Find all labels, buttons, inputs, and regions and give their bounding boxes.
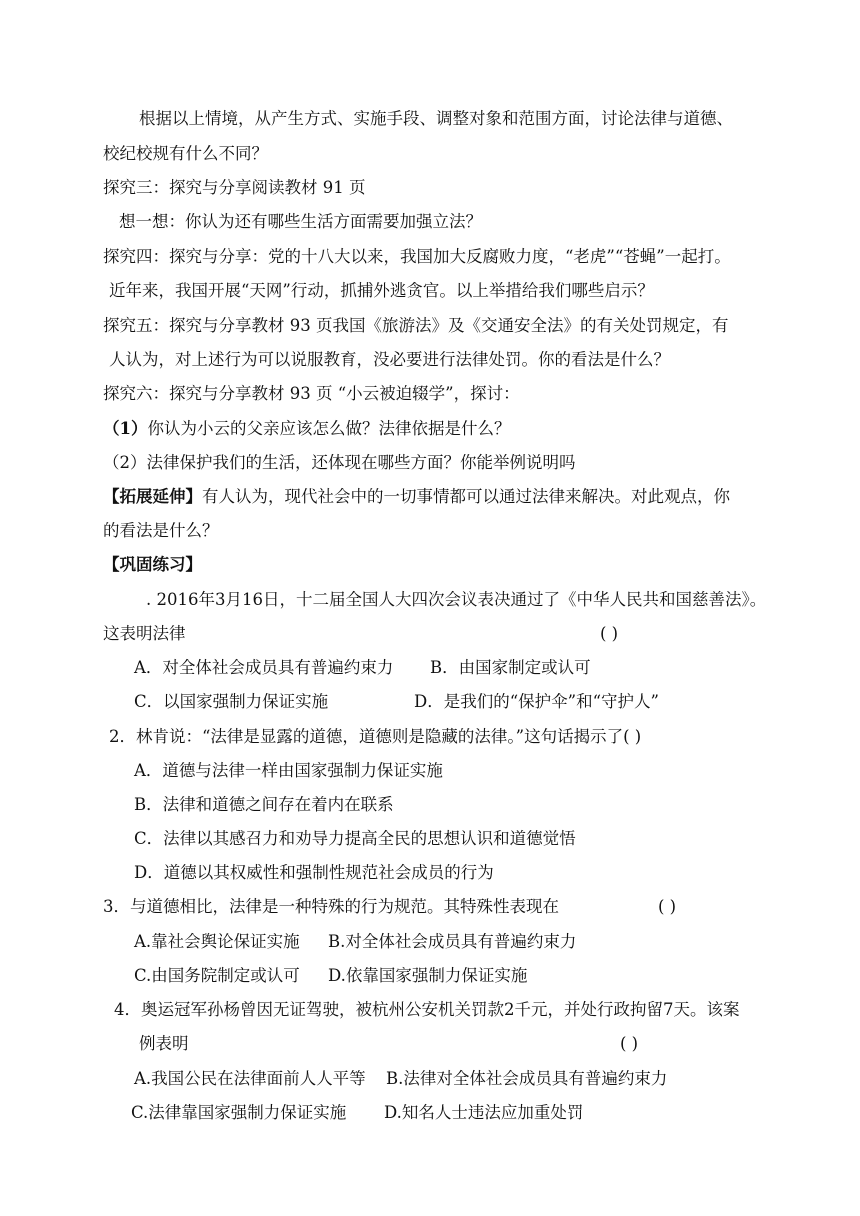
option-d: D．道德以其权威性和强制性规范社会成员的行为: [134, 863, 494, 882]
mc-question-stem: 例表明: [139, 1034, 189, 1053]
extension-text: 有人认为，现代社会中的一切事情都可以通过法律来解决。对此观点，你: [202, 487, 730, 506]
option-c: C．以国家强制力保证实施: [134, 692, 329, 711]
think-prompt: 想一想：你认为还有哪些生活方面需要加强立法？: [119, 212, 482, 231]
paragraph-line: 校纪校规有什么不同？: [103, 144, 268, 163]
option-a: A.靠社会舆论保证实施: [134, 932, 300, 951]
mc-question-stem: 4．奥运冠军孙杨曾因无证驾驶，被杭州公安机关罚款2千元，并处行政拘留7天。该案: [114, 1000, 740, 1019]
explore-four-line: 近年来，我国开展“天网”行动，抓捕外逃贪官。以上举措给我们哪些启示？: [109, 281, 654, 300]
explore-six: 探究六：探究与分享教材 93 页 “小云被迫辍学”，探讨：: [103, 384, 520, 403]
option-a: A.我国公民在法律面前人人平等: [134, 1069, 366, 1088]
option-b: B．由国家制定或认可: [430, 658, 591, 677]
option-c: C.法律靠国家强制力保证实施: [131, 1103, 347, 1122]
option-d: D．是我们的“保护伞”和“守护人”: [414, 692, 659, 711]
mc-question-stem: 3．与道德相比，法律是一种特殊的行为规范。其特殊性表现在: [103, 897, 559, 916]
mc-question-stem: 这表明法律: [103, 624, 186, 643]
answer-blank: ( ): [620, 1034, 639, 1053]
question-two: （2）法律保护我们的生活，还体现在哪些方面？你能举例说明吗: [103, 453, 576, 472]
practice-heading: 【巩固练习】: [103, 555, 202, 574]
option-c: C．法律以其感召力和劝导力提高全民的思想认识和道德觉悟: [134, 829, 576, 848]
question-number: （1）: [103, 419, 148, 438]
option-c: C.由国务院制定或认可: [134, 966, 300, 985]
question-text: 你认为小云的父亲应该怎么做？法律依据是什么？: [147, 419, 511, 438]
option-b: B.对全体社会成员具有普遍约束力: [328, 932, 577, 951]
explore-three: 探究三：探究与分享阅读教材 91 页: [103, 178, 366, 197]
extension-line: 的看法是什么？: [103, 521, 219, 540]
paragraph-line: 根据以上情境，从产生方式、实施手段、调整对象和范围方面，讨论法律与道德、: [139, 109, 733, 128]
mc-question-stem: . 2016年3月16日，十二届全国人大四次会议表决通过了《中华人民共和国慈善法》。: [146, 590, 767, 609]
answer-blank: ( ): [600, 624, 619, 643]
extension-heading: 【拓展延伸】: [103, 487, 202, 506]
option-b: B．法律和道德之间存在着内在联系: [134, 795, 394, 814]
option-b: B.法律对全体社会成员具有普遍约束力: [386, 1069, 668, 1088]
mc-question-stem: 2．林肯说：“法律是显露的道德，道德则是隐藏的法律。”这句话揭示了( ): [109, 727, 642, 746]
extension-line: [103, 485, 730, 509]
option-d: D.依靠国家强制力保证实施: [328, 966, 528, 985]
option-a: A．对全体社会成员具有普遍约束力: [134, 658, 394, 677]
explore-five-line: 探究五：探究与分享教材 93 页我国《旅游法》及《交通安全法》的有关处罚规定，有: [103, 316, 729, 335]
explore-four-line: 探究四：探究与分享：党的十八大以来，我国加大反腐败力度，“老虎”“苍蝇”一起打。: [103, 247, 731, 266]
answer-blank: ( ): [658, 897, 677, 916]
question-one: [103, 417, 510, 441]
option-a: A．道德与法律一样由国家强制力保证实施: [134, 761, 443, 780]
option-d: D.知名人士违法应加重处罚: [384, 1103, 584, 1122]
explore-five-line: 人认为，对上述行为可以说服教育，没必要进行法律处罚。你的看法是什么？: [109, 350, 670, 369]
